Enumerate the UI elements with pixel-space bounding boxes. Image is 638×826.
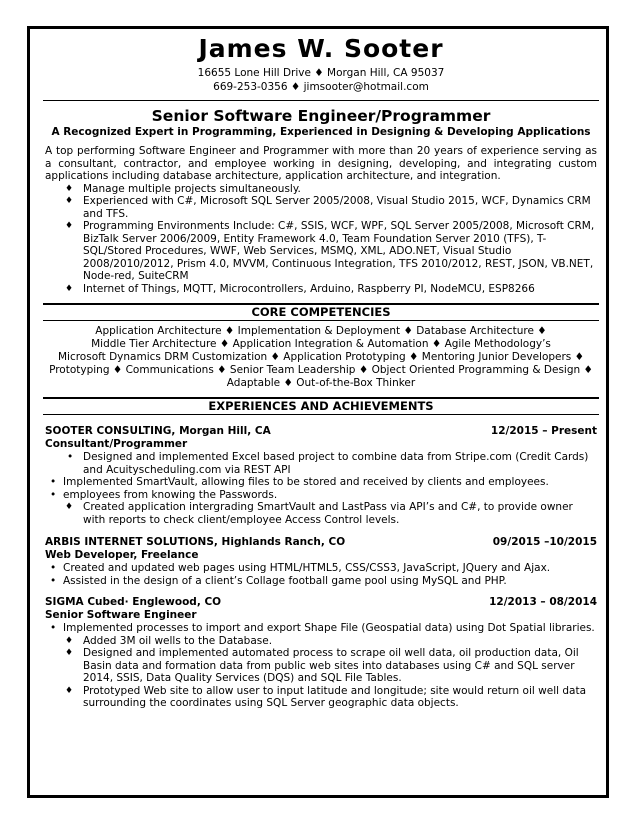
- list-item: [45, 451, 597, 476]
- dot-bullet-icon: •: [67, 451, 74, 463]
- job-bullets: [45, 622, 597, 635]
- competencies-bottom-rule: [43, 320, 599, 321]
- diamond-bullet-icon: ♦: [65, 221, 74, 231]
- list-item: [45, 183, 597, 196]
- job-entry: [45, 596, 597, 710]
- dot-bullet-icon: •: [50, 488, 57, 501]
- job-company: SOOTER CONSULTING, Morgan Hill, CA: [45, 425, 271, 437]
- list-item: [45, 220, 597, 283]
- job-bullets: [45, 476, 597, 501]
- competency-line: Middle Tier Architecture ♦ Application Integration & Automation ♦ Agile Methodology’s: [91, 338, 551, 350]
- list-item: [45, 195, 597, 220]
- experience-bottom-rule: [43, 414, 599, 415]
- competency-line: Prototyping ♦ Communications ♦ Senior Team Leadership ♦ Object Oriented Programming & Design ♦: [49, 364, 593, 376]
- job-dates: 12/2013 – 08/2014: [489, 596, 597, 608]
- job-bullets: [45, 562, 597, 587]
- list-item-text: Assisted in the design of a client’s Collage football game pool using MySQL and PHP.: [63, 574, 507, 587]
- list-item-text: Designed and implemented automated process to scrape oil well data, oil production data, Oil Basin data and formation data from public web sites into databases using C# and SQL server 2014, SSIS, Data Quality Services (DQS) and SQL File Tables.: [83, 647, 579, 684]
- job-role: Web Developer, Freelance: [45, 549, 199, 561]
- contact-line: 669-253-0356 ♦ jimsooter@hotmail.com: [213, 81, 429, 93]
- list-item-text: Prototyped Web site to allow user to input latitude and longitude; site would return oil well data surrounding the coordinates using SQL Server geographic data objects.: [83, 684, 587, 709]
- job-role: Consultant/Programmer: [45, 438, 188, 450]
- dot-bullet-icon: •: [50, 476, 57, 488]
- dot-bullet-icon: •: [50, 562, 57, 574]
- list-item-text: Designed and implemented Excel based project to combine data from Stripe.com (Credit Cards) and Acuityscheduling.com via REST API: [83, 451, 589, 476]
- list-item: [45, 635, 597, 648]
- experience-heading: EXPERIENCES AND ACHIEVEMENTS: [208, 399, 434, 413]
- list-item: [45, 501, 597, 526]
- diamond-bullet-icon: ♦: [65, 648, 74, 658]
- list-item-text: Implemented processes to import and export Shape File (Geospatial data) using Dot Spatial libraries.: [63, 622, 595, 634]
- job-header: [45, 596, 597, 609]
- headline-subtitle: A Recognized Expert in Programming, Experienced in Designing & Developing Applications: [51, 126, 591, 138]
- header-divider: [43, 100, 599, 101]
- list-item: [45, 685, 597, 710]
- list-item-text: Programming Environments Include: C#, SSIS, WCF, WPF, SQL Server 2005/2008, Microsoft CRM, BizTalk Server 2006/2009, Entity Framework 4.0, Team Foundation Server 2010 (TFS), T-SQL/Stored Procedures, WWF, Web Services, MSMQ, XML, ADO.NET, Visual Studio 2008/2010/2012, Prism 4.0, MVVM, Continuous Integration, TFS 2010/2012, REST, JSON, VB.NET, Node-red, SuiteCRM: [83, 220, 595, 282]
- job-header: [45, 536, 597, 549]
- list-item-text: Manage multiple projects simultaneously.: [83, 182, 301, 195]
- list-item: [45, 575, 597, 588]
- job-bullets: [45, 635, 597, 710]
- diamond-bullet-icon: ♦: [65, 183, 74, 194]
- competency-line: Application Architecture ♦ Implementation & Deployment ♦ Database Architecture ♦: [95, 325, 547, 337]
- competency-line: Microsoft Dynamics DRM Customization ♦ Application Prototyping ♦ Mentoring Junior Developers ♦: [57, 351, 585, 363]
- diamond-bullet-icon: ♦: [65, 635, 74, 646]
- summary-paragraph: A top performing Software Engineer and Programmer with more than 20 years of experience serving as a consultant, contractor, and employee working in designing, developing, and integrating custom applications including database architecture, application architecture, and integration.: [45, 145, 597, 182]
- list-item-text: Implemented SmartVault, allowing files to be stored and received by clients and employees.: [63, 476, 549, 488]
- list-item: [45, 562, 597, 575]
- dot-bullet-icon: •: [50, 622, 57, 634]
- list-item-text: Added 3M oil wells to the Database.: [83, 634, 273, 647]
- list-item-text: Experienced with C#, Microsoft SQL Server 2005/2008, Visual Studio 2015, WCF, Dynamics CRM and TFS.: [83, 195, 591, 220]
- summary-bullets: [45, 183, 597, 296]
- address-line: 16655 Lone Hill Drive ♦ Morgan Hill, CA 95037: [197, 67, 445, 79]
- list-item: [45, 622, 597, 635]
- job-company: ARBIS INTERNET SOLUTIONS, Highlands Ranch, CO: [45, 536, 346, 548]
- list-item-text: Created application intergrading SmartVault and LastPass via API’s and C#, to provide owner with reports to check client/employee Access Control levels.: [83, 501, 573, 526]
- list-item: [45, 476, 597, 489]
- diamond-bullet-icon: ♦: [65, 283, 74, 294]
- diamond-bullet-icon: ♦: [65, 502, 74, 512]
- dot-bullet-icon: •: [50, 574, 57, 587]
- list-item-text: Created and updated web pages using HTML/HTML5, CSS/CSS3, JavaScript, JQuery and Ajax.: [63, 562, 551, 574]
- list-item-text: Internet of Things, MQTT, Microcontrollers, Arduino, Raspberry PI, NodeMCU, ESP8266: [83, 282, 535, 295]
- headline-title: Senior Software Engineer/Programmer: [151, 107, 491, 125]
- competencies-block: [45, 325, 597, 390]
- job-header: [45, 425, 597, 438]
- job-bullets: [45, 501, 597, 526]
- list-item: [45, 489, 597, 502]
- job-entry: [45, 536, 597, 587]
- competency-line: Adaptable ♦ Out-of-the-Box Thinker: [226, 377, 416, 389]
- job-dates: 12/2015 – Present: [490, 425, 597, 437]
- list-item-text: employees from knowing the Passwords.: [63, 488, 278, 501]
- job-role: Senior Software Engineer: [45, 609, 197, 621]
- job-bullets: [45, 451, 597, 476]
- list-item: [45, 283, 597, 296]
- diamond-bullet-icon: ♦: [65, 685, 74, 696]
- resume-page: [45, 32, 597, 710]
- candidate-name: James W. Sooter: [198, 34, 444, 63]
- job-entry: [45, 425, 597, 526]
- diamond-bullet-icon: ♦: [65, 196, 74, 206]
- competencies-heading: CORE COMPETENCIES: [251, 305, 391, 319]
- job-company: SIGMA Cubed· Englewood, CO: [45, 596, 222, 608]
- job-dates: 09/2015 –10/2015: [492, 536, 597, 548]
- list-item: [45, 647, 597, 685]
